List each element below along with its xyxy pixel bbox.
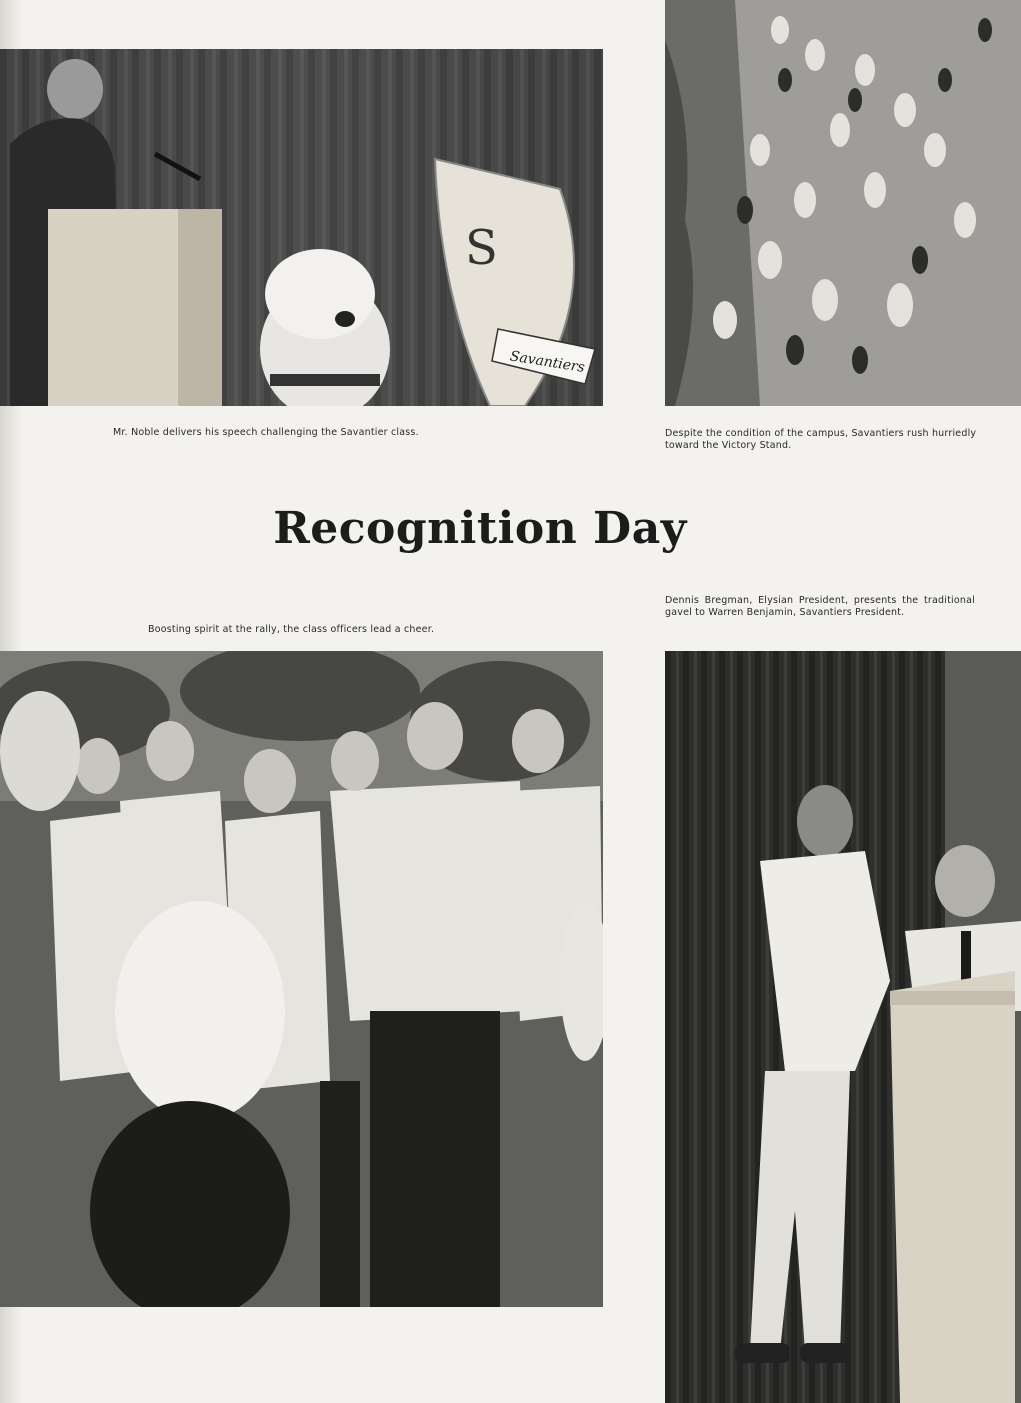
photo-gavel	[665, 651, 1021, 1403]
caption-gavel: Dennis Bregman, Elysian President, presents the traditional gavel to Warren Benjamin, Savantiers President.	[665, 595, 975, 618]
caption-rush: Despite the condition of the campus, Savantiers rush hurriedly toward the Victory Stand.	[665, 428, 977, 451]
sign-letters: S	[465, 220, 498, 276]
photo-cheer	[0, 651, 603, 1307]
caption-cheer: Boosting spirit at the rally, the class officers lead a cheer.	[148, 624, 435, 635]
caption-speech: Mr. Noble delivers his speech challenging the Savantier class.	[113, 427, 419, 438]
sign-banner-text: Savantiers	[508, 348, 586, 376]
page-title: Recognition Day	[273, 503, 687, 554]
photo-speech	[0, 49, 603, 406]
photo-rush	[665, 0, 1021, 406]
